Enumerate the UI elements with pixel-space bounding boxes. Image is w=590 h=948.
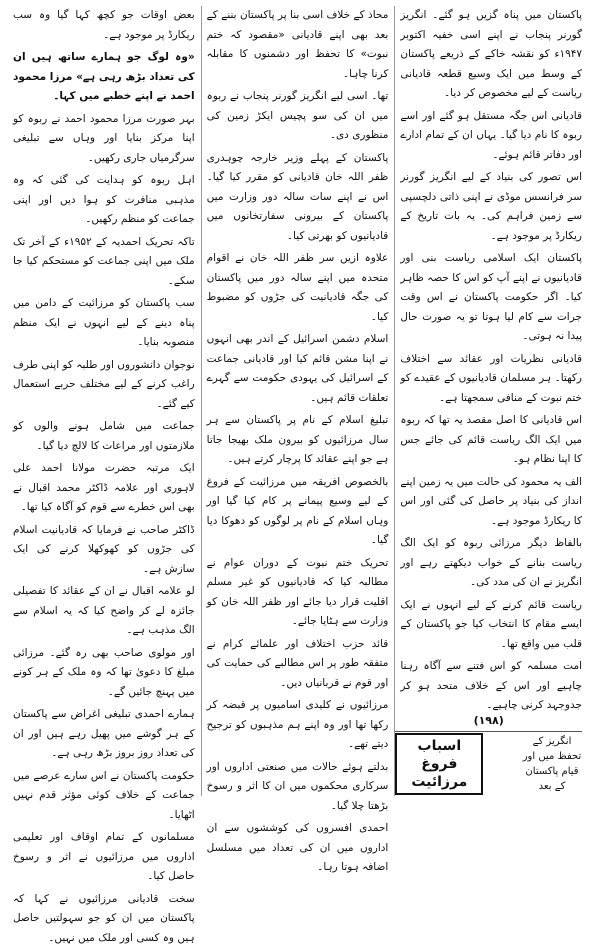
- section-heading-subtitle: انگریز کے تحفظ میں اور قیام پاکستان کے بعد: [522, 734, 582, 794]
- paragraph: اسلام دشمن اسرائیل کے اندر بھی انہوں نے اپنا مشن قائم کیا اور قادیانی جماعت کے اسرائیل کی یہودی حکومت سے گہرے تعلقات قائم ہیں۔: [207, 330, 389, 408]
- paragraph: اہل ربوہ کو ہدایت کی گئی کہ وہ مذہبی منافرت کو ہوا دیں اور اپنی جماعت کو منظم رکھیں۔: [13, 171, 195, 230]
- paragraph: بالخصوص افریقہ میں مرزائیت کے فروغ کے لیے وسیع پیمانے پر کام کیا گیا اور وہاں اسلام کے نام پر لوگوں کو دھوکا دیا گیا۔: [207, 473, 389, 551]
- paragraph: بالفاظ دیگر مرزائی ربوہ کو ایک الگ ریاست بنانے کے خواب دیکھتے رہے اور انگریز نے ان کی مدد کی۔: [400, 534, 582, 593]
- paragraph: محاذ کے خلاف اسی بنا پر پاکستان بننے کے بعد بھی اپنے قادیانی «مقصود کہ ختم نبوت» کا تحفظ اور دشمنوں کا مقابلہ کرنا چاہا۔: [207, 6, 389, 84]
- paragraph: ایک مرتبہ حضرت مولانا احمد علی لاہوری اور علامہ ڈاکٹر محمد اقبال نے بھی اس خطرے سے قوم کو آگاہ کیا تھا۔: [13, 459, 195, 518]
- paragraph: سب پاکستان کو مرزائیت کے دامن میں پناہ دینے کے لیے انہوں نے ایک منظم منصوبہ بنایا۔: [13, 294, 195, 353]
- paragraph: علاوہ ازیں سر ظفر اللہ خان نے اقوام متحدہ میں اپنے سالہ دور میں پاکستان کی جگہ قادیانیت کی جڑوں کو مضبوط کیا۔: [207, 249, 389, 327]
- paragraph: ہمارے احمدی تبلیغی اغراض سے پاکستان کے ہر گوشے میں پھیل رہے ہیں اور ان کی تعداد روز بروز بڑھ رہی ہے۔: [13, 705, 195, 764]
- page-number: (۱۹۸): [395, 711, 582, 731]
- paragraph: ریاست قائم کرنے کے لیے انہوں نے ایک ایسے مقام کا انتخاب کیا جو پاکستان کے قلب میں واقع تھا۔: [400, 596, 582, 655]
- paragraph: مرزائیوں نے کلیدی اسامیوں پر قبضہ کر رکھا تھا اور وہ اپنے ہم مذہبوں کو ترجیح دیتے تھے۔: [207, 696, 389, 755]
- paragraph: نوجوان دانشوروں اور طلبہ کو اپنی طرف راغب کرنے کے لیے مختلف حربے استعمال کیے گئے۔: [13, 356, 195, 415]
- newspaper-page: [8, 6, 582, 796]
- paragraph: پاکستان ایک اسلامی ریاست بنی اور قادیانیوں نے اپنے آپ کو اس کا حصہ ظاہر کیا۔ اگر حکومت پاکستان نے اس وقت جرات سے کام لیا ہوتا تو یہ صورت حال پیدا نہ ہوتی۔: [400, 249, 582, 347]
- column-left: [8, 6, 195, 796]
- paragraph: سخت قادیانی مرزائیوں نے کہا کہ پاکستان میں ان کو جو سہولتیں حاصل ہیں وہ کسی اور ملک میں نہیں۔: [13, 890, 195, 948]
- paragraph: ڈاکٹر صاحب نے فرمایا کہ قادیانیت اسلام کی جڑوں کو کھوکھلا کرنے کی ایک سازش ہے۔: [13, 521, 195, 580]
- paragraph: قادیانی نظریات اور عقائد سے اختلاف رکھتا۔ ہر مسلمان قادیانیوں کے عقیدے کو ختم نبوت کے منافی سمجھتا ہے۔: [400, 350, 582, 409]
- paragraph: پاکستان کے پہلے وزیر خارجہ چوہدری ظفر اللہ خان قادیانی کو مقرر کیا گیا۔ اس نے اپنے سات سالہ دور وزارت میں پاکستان کے بیرونی سفارتخانوں میں قادیانیوں کو بھرتی کیا۔: [207, 149, 389, 247]
- paragraph: پاکستان میں پناہ گزیں ہو گئے۔ انگریز گورنر پنجاب نے اپنے اسی خفیہ اکتوبر ۱۹۴۷ء کو نقشہ خاکے کے ذریعے پاکستان کے وسط میں ایک وسیع قطعہ قادیانی ریاست کے لیے مخصوص کر دیا۔: [400, 6, 582, 104]
- paragraph: اور مولوی صاحب بھی رہ گئے۔ مرزائی مبلغ کا دعویٰ تھا کہ وہ ملک کے ہر کونے میں پہنچ جائیں گے۔: [13, 644, 195, 703]
- paragraph: بہر صورت مرزا محمود احمد نے ربوہ کو اپنا مرکز بنایا اور وہاں سے تبلیغی سرگرمیاں جاری رکھیں۔: [13, 110, 195, 169]
- paragraph: الف یہ محمود کی حالت میں یہ زمین اپنے انداز کی بنیاد پر حاصل کی گئی اور اس کا ریکارڈ موجود ہے۔: [400, 473, 582, 532]
- paragraph: حکومت پاکستان نے اس سارے عرصے میں جماعت کے خلاف کوئی مؤثر قدم نہیں اٹھایا۔: [13, 767, 195, 826]
- paragraph: بعض اوقات جو کچھ کہا گیا وہ سب ریکارڈ پر موجود ہے۔: [13, 6, 195, 45]
- paragraph: تاکہ تحریک احمدیہ کے ۱۹۵۲ء کے آخر تک ملک میں اپنی جماعت کو مستحکم کیا جا سکے۔: [13, 233, 195, 292]
- paragraph: احمدی افسروں کی کوششوں سے ان اداروں میں ان کی تعداد میں مسلسل اضافہ ہوتا رہا۔: [207, 819, 389, 878]
- column-middle: [201, 6, 389, 796]
- paragraph: مسلمانوں کے تمام اوقاف اور تعلیمی اداروں میں مرزائیوں نے اثر و رسوخ حاصل کیا۔: [13, 828, 195, 887]
- column-right: [394, 6, 582, 796]
- paragraph: لو علامہ اقبال نے ان کے عقائد کا تفصیلی جائزہ لے کر واضح کیا کہ یہ اسلام سے الگ مذہب ہے۔: [13, 582, 195, 641]
- paragraph: قائد حزب اختلاف اور علمائے کرام نے متفقہ طور پر اس مطالبے کی حمایت کی اور قوم نے قربانیاں دیں۔: [207, 635, 389, 694]
- section-heading-title: اسباب فروغ مرزائیت: [395, 733, 483, 795]
- quote-paragraph: «وہ لوگ جو ہمارے ساتھ ہیں ان کی تعداد بڑھ رہی ہے» مرزا محمود احمد نے اپنے خطبے میں کہا۔: [13, 48, 195, 107]
- paragraph: اس قادیانی کا اصل مقصد یہ تھا کہ ربوہ میں ایک الگ ریاست قائم کی جائے جس کا اپنا نظام ہو۔: [400, 411, 582, 470]
- paragraph: امت مسلمہ کو اس فتنے سے آگاہ رہنا چاہیے اور اس کے خلاف متحد ہو کر جدوجہد کرنی چاہیے۔: [400, 657, 582, 716]
- paragraph: جماعت میں شامل ہونے والوں کو ملازمتوں اور مراعات کا لالچ دیا گیا۔: [13, 417, 195, 456]
- paragraph: بدلتے ہوئے حالات میں صنعتی اداروں اور سرکاری محکموں میں ان کا اثر و رسوخ بڑھتا چلا گیا۔: [207, 758, 389, 817]
- paragraph: تبلیغ اسلام کے نام پر پاکستان سے ہر سال مرزائیوں کو بیرون ملک بھیجا جاتا ہے جو اپنے عقائد کا پرچار کرتے ہیں۔: [207, 411, 389, 470]
- paragraph: تھا۔ اسی لیے انگریز گورنر پنجاب نے ربوہ میں ان کی سو پچیس ایکڑ زمین کی منظوری دی۔: [207, 87, 389, 146]
- paragraph: قادیانی اس جگہ مستقل ہو گئے اور اسے ربوہ کا نام دیا گیا۔ یہاں ان کے تمام ادارے اور دفاتر قائم ہوئے۔: [400, 107, 582, 166]
- paragraph: اس تصور کی بنیاد کے لیے انگریز گورنر سر فرانسس موڈی نے اپنی ذاتی دلچسپی سے زمین فراہم کی۔ یہ بات تاریخ کے ریکارڈ پر موجود ہے۔: [400, 168, 582, 246]
- paragraph: تحریک ختم نبوت کے دوران عوام نے مطالبہ کیا کہ قادیانیوں کو غیر مسلم اقلیت قرار دیا جائے اور ظفر اللہ خان کو وزارت سے ہٹایا جائے۔: [207, 554, 389, 632]
- section-heading-box: [395, 731, 582, 796]
